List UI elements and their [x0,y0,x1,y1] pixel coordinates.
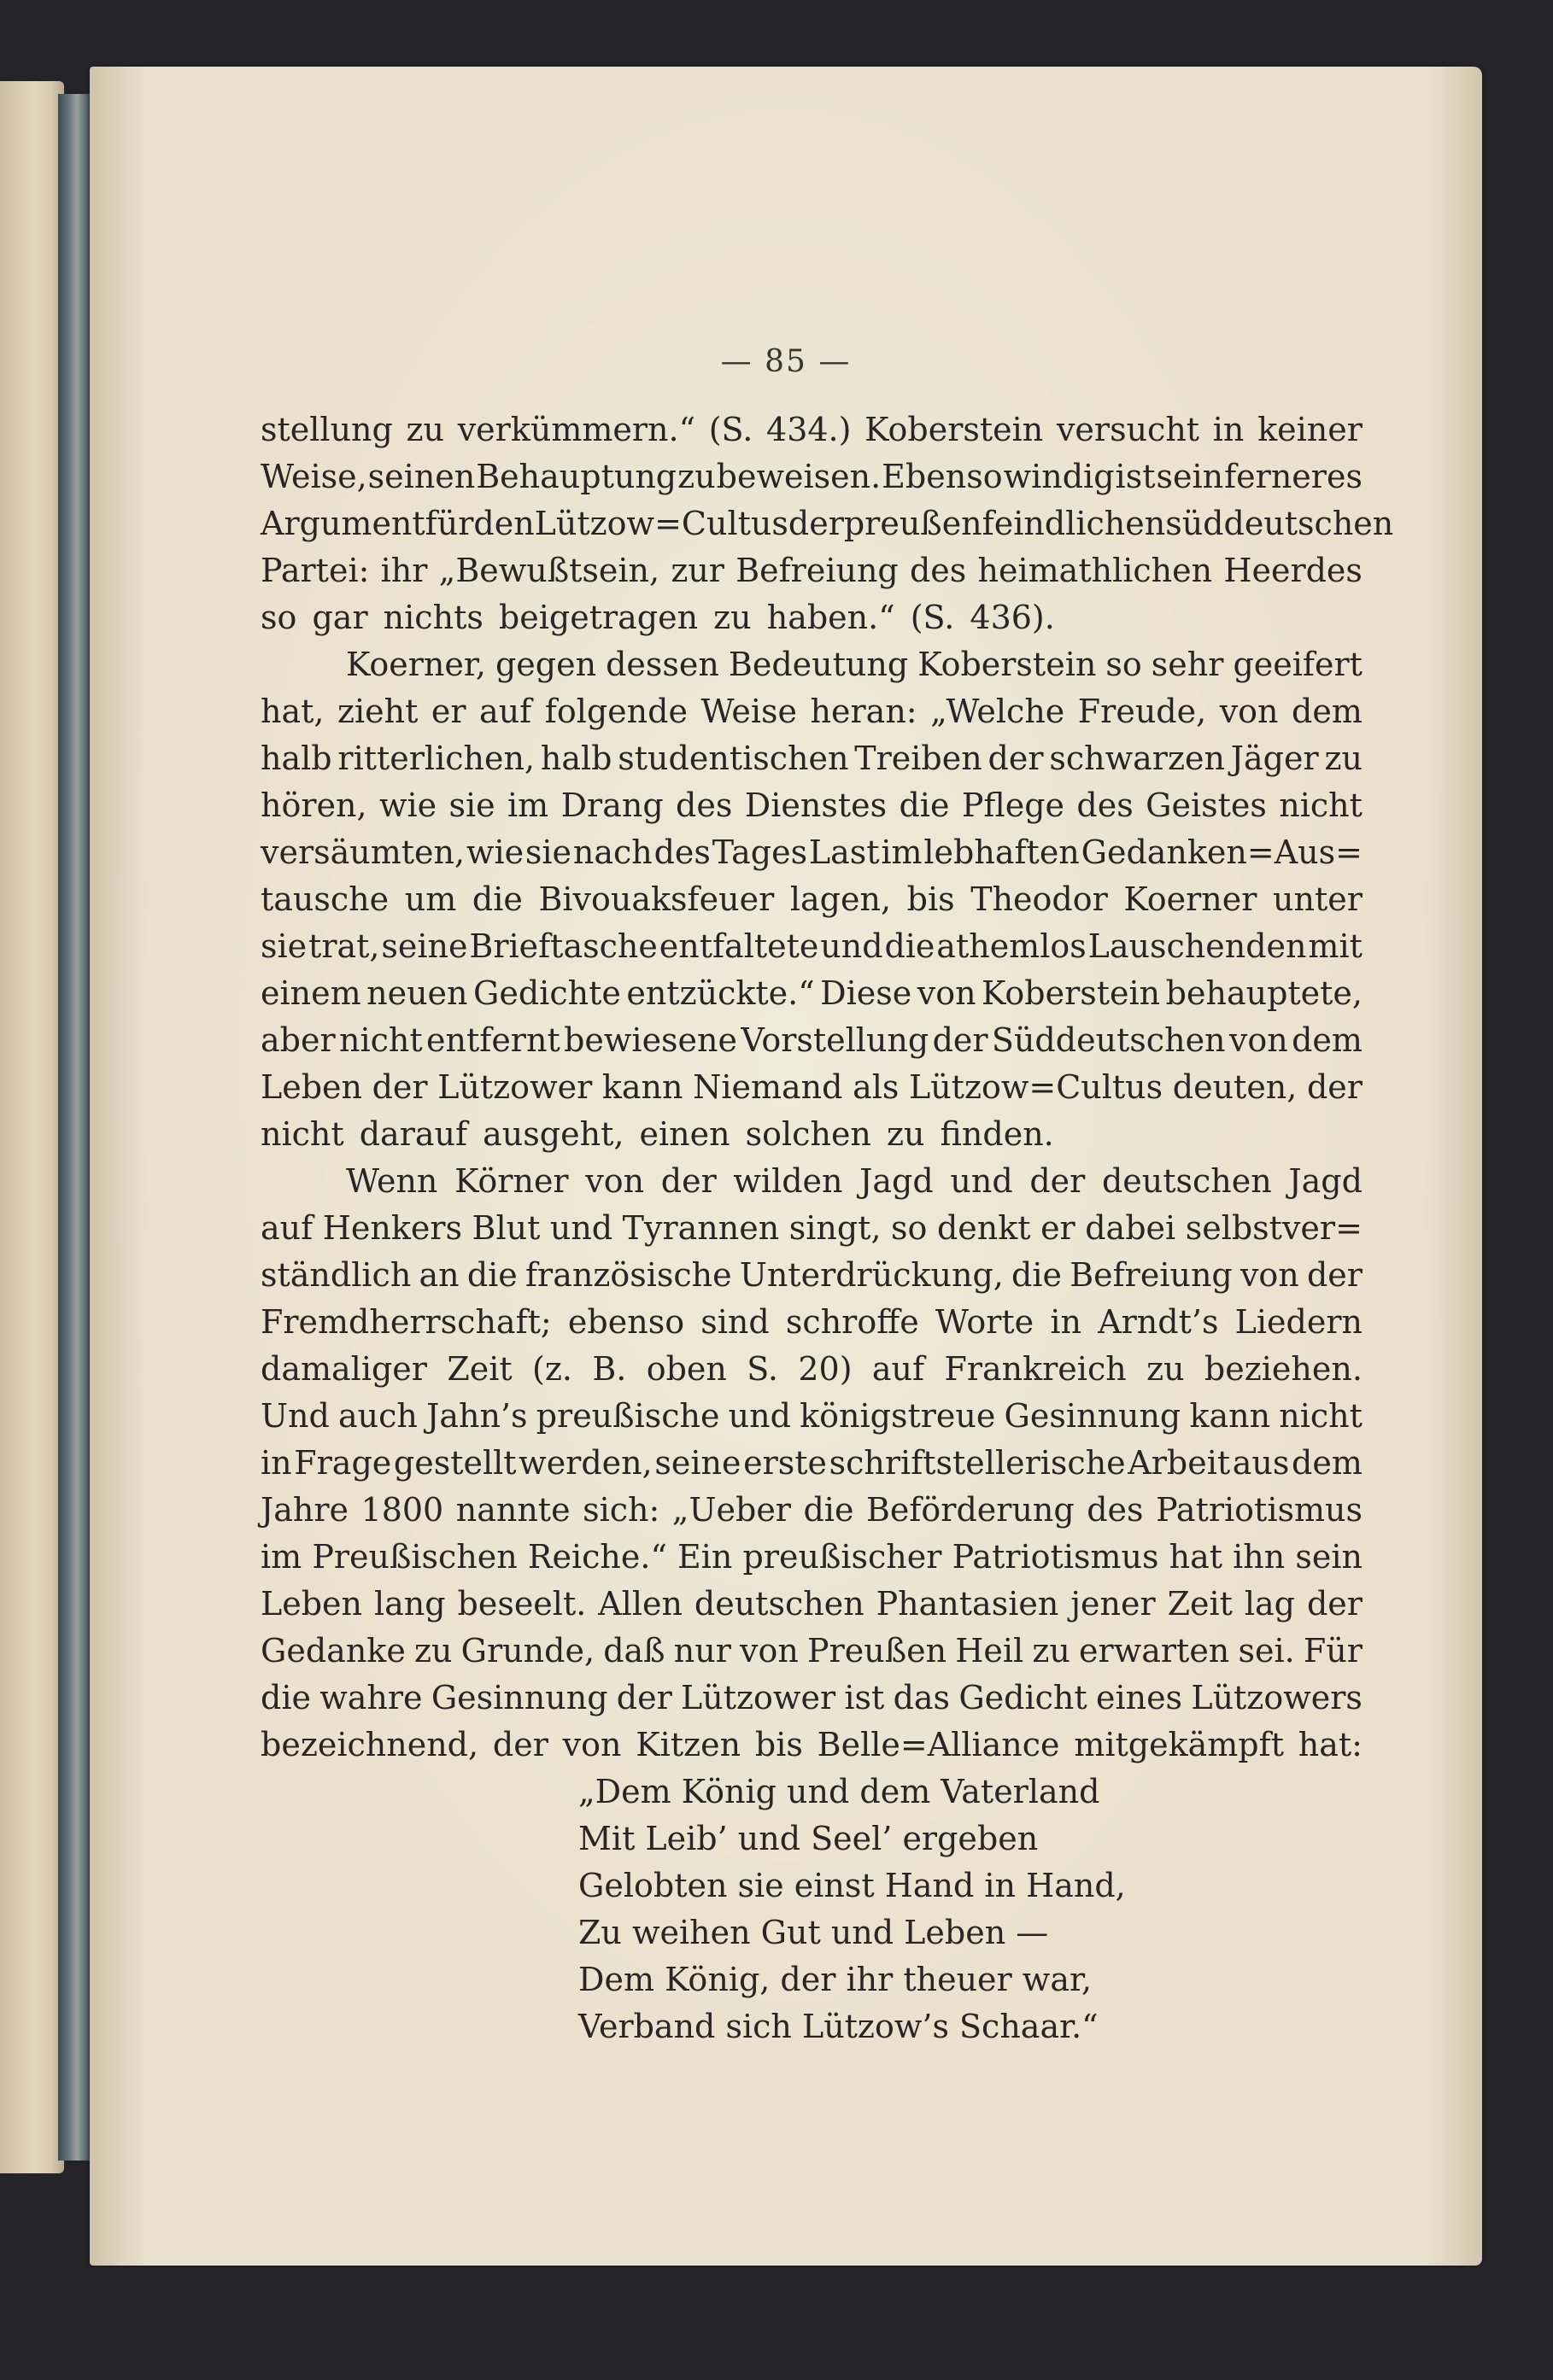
text-line: ständlich an die französische Unterdrückung, die Befreiung von der [261,1256,1363,1294]
text-line: hören, wie sie im Drang des Dienstes die Pflege des Geistes nicht [261,787,1363,824]
text-line: im Preußischen Reiche.“ Ein preußischer Patriotismus hat ihn sein [261,1538,1363,1576]
text-line: einem neuen Gedichte entzückte.“ Diese von Koberstein behauptete, [261,974,1363,1012]
text-line: in Frage gestellt werden, seine erste schriftstellerische Arbeit aus dem [261,1444,1363,1482]
text-line: Leben lang beseelt. Allen deutschen Phantasien jener Zeit lag der [261,1585,1363,1623]
verse-line: Zu weihen Gut und Leben — [578,1914,1049,1951]
text-line: auf Henkers Blut und Tyrannen singt, so denkt er dabei selbstver= [261,1209,1363,1247]
text-line: Gedanke zu Grunde, daß nur von Preußen Heil zu erwarten sei. Für [261,1632,1363,1670]
verse-line: „Dem König und dem Vaterland [578,1773,1100,1810]
text-line: Argument für den Lützow=Cultus der preußenfeindlichen süddeutschen [261,505,1394,542]
text-line: halb ritterlichen, halb studentischen Treiben der schwarzen Jäger zu [261,740,1363,777]
verse-line: Mit Leib’ und Seel’ ergeben [578,1820,1039,1857]
text-line: Jahre 1800 nannte sich: „Ueber die Beförderung des Patriotismus [261,1491,1363,1529]
text-line: damaliger Zeit (z. B. oben S. 20) auf Frankreich zu beziehen. [261,1350,1363,1388]
prose-paragraphs [261,406,1394,1769]
text-line: bezeichnend, der von Kitzen bis Belle=Alliance mitgekämpft hat: [261,1726,1363,1763]
book-page [90,67,1482,2266]
text-line: Leben der Lützower kann Niemand als Lützow=Cultus deuten, der [261,1068,1363,1106]
text-line: nicht darauf ausgeht, einen solchen zu finden. [261,1115,1054,1153]
book-spine [58,94,92,2161]
text-line: Und auch Jahn’s preußische und königstreue Gesinnung kann nicht [261,1397,1363,1435]
poem-quote [261,1769,1363,2050]
text-line: die wahre Gesinnung der Lützower ist das Gedicht eines Lützowers [261,1679,1363,1716]
text-line: Partei: ihr „Bewußtsein, zur Befreiung des heimathlichen Heerdes [261,552,1363,589]
text-line: versäumten, wie sie nach des Tages Last im lebhaften Gedanken=Aus= [261,833,1363,871]
verse-line: Verband sich Lützow’s Schaar.“ [578,2008,1099,2045]
text-line: aber nicht entfernt bewiesene Vorstellung der Süddeutschen von dem [261,1021,1363,1059]
text-line: tausche um die Bivouaksfeuer lagen, bis Theodor Koerner unter [261,880,1363,918]
page-number: — 85 — [720,344,852,379]
text-line: hat, zieht er auf folgende Weise heran: „Welche Freude, von dem [261,693,1363,730]
text-line: Koerner, gegen dessen Bedeutung Koberstein so sehr geeifert [346,646,1363,683]
verse-line: Gelobten sie einst Hand in Hand, [578,1867,1126,1904]
text-line: so gar nichts beigetragen zu haben.“ (S. 436). [261,599,1055,636]
text-line: Fremdherrschaft; ebenso sind schroffe Worte in Arndt’s Liedern [261,1303,1363,1341]
verse-line: Dem König, der ihr theuer war, [578,1961,1093,1998]
body-text [261,406,1394,2050]
facing-page-edge [0,81,64,2173]
text-line: Wenn Körner von der wilden Jagd und der deutschen Jagd [346,1162,1363,1200]
text-line: Weise, seinen Behauptung zu beweisen. Ebenso windig ist sein ferneres [261,458,1363,495]
text-line: sie trat, seine Brieftasche entfaltete und die athemlos Lauschenden mit [261,927,1363,965]
text-line: stellung zu verkümmern.“ (S. 434.) Koberstein versucht in keiner [261,411,1363,448]
